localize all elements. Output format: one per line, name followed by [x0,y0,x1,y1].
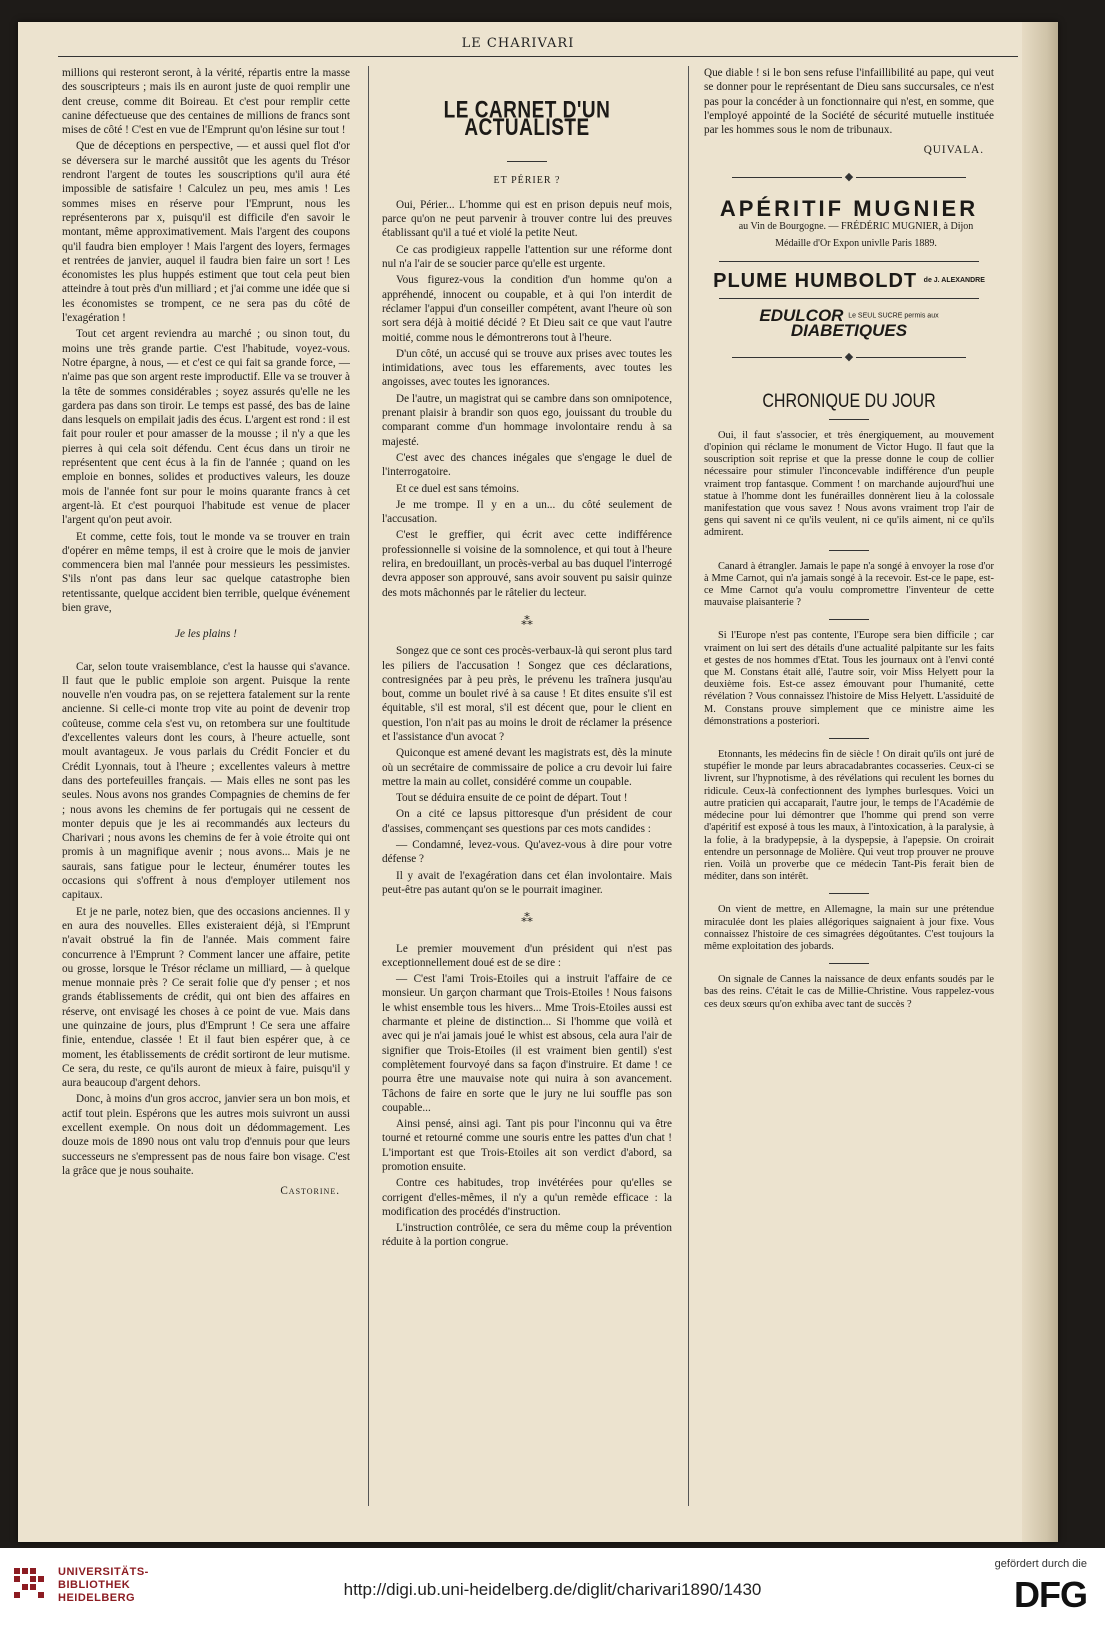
col2-paragraph: L'instruction contrôlée, ce sera du même coup la prévention réduite à la portion congrue. [382,1222,672,1249]
asterism: ⁂ [521,911,533,926]
ad-edulcor-name: EDULCOR [759,306,844,326]
col3-signature: QUIVALA. [923,144,984,157]
col2-paragraph: Ce cas prodigieux rappelle l'attention sur une réforme dont nul n'a l'air de se soucier parce qu'elle est urgente. [382,243,672,271]
column-divider [368,66,369,1506]
chronique-item: Canard à étrangler. Jamais le pape n'a songé à envoyer la rose d'or à Mme Carnot, qui n'a jamais songé à la recevoir. Est-ce le pape, est-ce Mme Carnot qu'a voulu compromettre l'inventeur de cette mauvaise plaisanterie ? [704,560,994,609]
short-rule [829,550,869,551]
col1-paragraph: Tout cet argent reviendra au marché ; ou sinon tout, du moins une très grande partie. C'est l'habitude, voyez-vous. Notre épargne, à nous, — et c'est ce qui fait sa grande force, — n'aime pas que son argent reste improductif. Elle va se trouver à la tête de sommes considérables ; soyez assurés qu'elle ne les gardera pas dans son tiroir. Le temps est passé, des bas de laine dans lesquels on empilait jadis des écus. L'argent est rond : il est fait pour rouler et pour amasser de la mousse ; il n'y a que les pierres à qui cela soit défendu. Cent écus dans un tiroir ne représentent que cent écus à la fin de l'année ; quand on les emploie en bonnes, solides et productives valeurs, les douze mois de l'année font sur pour le moins quarante francs à cet argent-là. Et c'est pourquoi l'habitude est venue de placer l'argent qu'on peut avoir. [62,328,350,527]
column-1 [62,66,350,1506]
ad-rule [719,261,979,262]
ornament-rule: ◆ [704,350,994,364]
col2-paragraph: Oui, Périer... L'homme qui est en prison depuis neuf mois, parce qu'on ne peut parvenir à trouver contre lui des preuves établissant qu'il a tué et violé la petite Neut. [382,198,672,240]
ad-edulcor [704,306,994,340]
col1-signature: Castorine. [280,1185,340,1198]
col2-paragraph: On a cité ce lapsus pittoresque d'un président de cour d'assises, commençant ses questions par ces mots candides : [382,808,672,835]
col2-paragraph: Je me trompe. Il y en a un... du côté seulement de l'accusation. [382,498,672,526]
col1-paragraph: Et comme, cette fois, tout le monde va se trouver en train d'opérer en même temps, il est à croire que le mois de janvier commencera bien mal l'année pour messieurs les pessimistes. S'ils n'ont pas dans leur sac quelque catastrophe bien retentissante, quelque accident bien terrible, quelque événement bien grave, [62,530,350,614]
col2-paragraph: — C'est l'ami Trois-Etoiles qui a instruit l'affaire de ce monsieur. Un garçon charmant que Trois-Etoiles ! Nous faisons le whist ensemble tous les hivers... Mme Trois-Etoiles aussi est charmante et pleine de distinction... Si l'homme que voilà et avec qui je n'ai jamais joué le whist est absous, cela aura l'air de signifier que Trois-Etoiles (il est vraiment bien gentil) s'est complètement fourvoyé dans sa façon d'instruire. Et dame ! ce pourra être une mauvaise note qui nuira à son avancement. Tâchons de faire en sorte que le jury ne lui souffle pas son coupable... [382,973,672,1114]
col1-paragraph: Donc, à moins d'un gros accroc, janvier sera un bon mois, et actif tout plein. Espérons que les autres mois suivront un aussi excellent exemple. On nous doit un dédommagement. Les douze mois de 1890 nous ont valu trop d'ennuis pour que leurs successeurs ne s'empressent pas de nous faire bon visage. C'est la grâce que je nous souhaite. [62,1093,350,1177]
chronique-item: On signale de Cannes la naissance de deux enfants soudés par le bas des reins. C'était le cas de Millie-Christine. Vous rappelez-vous ces deux sœurs qu'on exhiba avec tant de succès ? [704,974,994,1010]
short-rule [829,963,869,964]
col2-paragraph: Il y avait de l'exagération dans cet élan involontaire. Mais peut-être pas autant qu'on se le pourrait imaginer. [382,869,672,896]
section-heading: ET PÉRIER ? [493,174,561,186]
col2-paragraph: Contre ces habitudes, trop invétérées pour qu'elles se corrigent d'elles-mêmes, il n'y a qu'un remède efficace : la modification des procédés d'instruction. [382,1177,672,1218]
col3-paragraph: Que diable ! si le bon sens refuse l'infaillibilité au pape, qui veut se donner pour le représentant de Dieu sans succursales, ce n'est pas pour la concéder à un fonctionnaire qui n'est, en somme, que l'employé appointé de la Société de sécurité mutuelle instituée par les hommes sous le nom de tribunaux. [704,67,994,137]
ad-edulcor-diabetiques: DIABETIQUES [790,320,908,340]
dfg-logo[interactable]: DFG [1014,1574,1087,1615]
column-3 [704,66,994,1506]
ad-plume-maker: de J. ALEXANDRE [923,276,985,284]
viewer-footer [0,1548,1105,1628]
chronique-title: CHRONIQUE DU JOUR [762,390,936,412]
short-rule [829,738,869,739]
chronique-item: Oui, il faut s'associer, et très énergiquement, au mouvement d'opinion qui réclame le monument de Victor Hugo. Il faut que la souscription soit reprise et que la presse donne le coup de collier nécessaire pour stimuler l'inconcevable indifférence d'un peuple vraiment trop fantasque. Comment ! on marchande aujourd'hui une statue à l'homme dont les funérailles donnèrent lieu à la colossale manifestation que vous savez ! Nous avons vraiment trop l'air de gens qui savent ni ce qu'ils veulent, ni ce qu'ils aiment, ni ce qu'ils admirent. [704,429,994,539]
col2-paragraph: D'un côté, un accusé qui se trouve aux prises avec toutes les intimidations, avec tous les effarements, avec toutes les angoisses, avec toutes les ignorances. [382,347,672,389]
library-line: UNIVERSITÄTS- [58,1566,149,1578]
chronique-item: Si l'Europe n'est pas contente, l'Europe sera bien difficile ; car vraiment on lui sert des détails d'une actualité palpitante sur les faits et gestes de nos hommes d'Etat. Tous les journaux ont à l'envi conté que M. Constans était allé, l'autre soir, voir Miss Helyett pour la deuxième fois. Est-ce assez émouvant pour l'humanité, cette révélation ? Vous connaissez l'histoire de Miss Helyett. L'assiduité de M. Constans prouve simplement que ce ministre aime les démonstrations a posteriori. [704,630,994,727]
short-rule [829,893,869,894]
library-line: BIBLIOTHEK [58,1579,131,1591]
page-edge [1022,22,1058,1542]
col2-paragraph: Et ce duel est sans témoins. [396,482,520,495]
ad-aperitif-title: APÉRITIF MUGNIER [719,196,979,222]
column-divider [688,66,689,1506]
article-title: LE CARNET D'UN ACTUALISTE [443,97,611,142]
col2-paragraph: Vous figurez-vous la condition d'un homme qu'on a appréhendé, innocent ou coupable, et à qui l'on interdit de réclamer l'appui d'un conseiller compétent, avant l'heure où son sort sera déjà à moitié décidé ? Et Dieu sait ce que vaut l'autre moitié, comme nous le démontrerons tout à l'heure. [382,274,672,344]
col2-paragraph: C'est le greffier, qui écrit avec cette indifférence professionnelle si voisine de la somnolence, et qui tout à l'heure relira, en bredouillant, un procès-verbal au bas duquel l'interrogé devra apposer son approuvé, sans avoir souvent pu saisir quinze des mots mâchonnés par le râtelier du lecteur. [382,529,672,599]
ad-plume-name: PLUME HUMBOLDT [713,269,918,292]
chronique-items [704,430,994,1011]
short-rule [829,619,869,620]
header-rule [58,56,1018,57]
col2-paragraph: Songez que ce sont ces procès-verbaux-là qui seront plus tard les piliers de l'accusation ! Songez que ces déclarations, contresignées par à peu près, le prévenu les traînera jusqu'au bout, comme un boulet rivé à sa cause ! Et dites ensuite s'il est équitable, s'il est moral, s'il est décent que, pour le client en question, l'on n'ait pas au moins le droit de réclamer la présence et l'assistance d'un avocat ? [382,645,672,743]
ad-rule [719,298,979,299]
newspaper-page [18,22,1058,1542]
col2-paragraph: Ainsi pensé, ainsi agi. Tant pis pour l'inconnu qui va être tourné et retourné comme une souris entre les pattes d'un chat ! L'important est que Trois-Etoiles ait son verdict d'abord, sa promotion ensuite. [382,1118,672,1173]
ad-edulcor-note: Le SEUL SUCRE permis aux [848,312,939,320]
col1-paragraph: millions qui resteront seront, à la vérité, répartis entre la masse des souscripteurs ; mais ils en auront juste de quoi remplir une dent creuse, comme dit Boireau. Et c'est pour remplir cette canine défectueuse que des centaines de millions de francs sont mises de côté ! C'est en vue de l'Emprunt qu'on lésine sur tout ! [62,67,350,137]
col2-paragraph: C'est avec des chances inégales que s'engage le duel de l'interrogatoire. [382,451,672,479]
asterism: ⁂ [521,613,533,628]
ornament-rule: ◆ [704,170,994,184]
funding-note: gefördert durch die [994,1558,1087,1570]
col1-subtitle: Je les plains ! [175,628,237,641]
short-rule [507,161,547,162]
col1-paragraph: Car, selon toute vraisemblance, c'est la hausse qui s'avance. Il faut que le public emploie son argent. Puisque la rente nouvelle n'en voudra pas, on se rejettera fatalement sur la rente ancienne. Si celle-ci monte trop vite au point de devenir trop coûteuse, comme cela s'est vu, on retombera sur une foultitude d'excellentes valeurs dont les cours, à l'heure actuelle, sont moult avantageux. Je vous parlais du Crédit Foncier et du Crédit Lyonnais, tout à l'heure ; excellentes valeurs à mettre dans des portefeuilles français. — Mais elles ne sont pas les seules. Nous avons nos grandes Compagnies de chemins de fer ; nous avons les chemins de fer portugais qui ne cessent de monter depuis que je les ai recommandés aux lecteurs du Charivari ; nous avons les chemins de fer à voie étroite qui ont promis à un magnifique avenir ; nous avons... Mais je ne saurais, sans fatigue pour le lecteur, énumérer toutes les occasions qui s'offrent à nous d'employer utilement nos capitaux. [62,660,350,902]
col2-paragraph: De l'autre, un magistrat qui se cambre dans son omnipotence, prenant plaisir à brandir son quos ego, jouissant du trouble du comparant comme d'un hommage involontaire rendu à sa majesté. [382,392,672,448]
ad-aperitif-medal: Médaille d'Or Expon univlle Paris 1889. [775,237,937,249]
chronique-item: On vient de mettre, en Allemagne, la main sur une prétendue miraculée dont les plaies allégoriques saignaient à jour fixe. Vous connaissez l'histoire de ces simagrées dégoûtantes. C'est toujours la même exploitation des jobards. [704,904,994,952]
col2-paragraph: Tout se déduira ensuite de ce point de départ. Tout ! [396,792,628,805]
chronique-item: Etonnants, les médecins fin de siècle ! On dirait qu'ils ont juré de stupéfier le monde par leurs abracadabrantes cocasseries. Ceux-ci se livrent, sur l'hypnotisme, à des révélations qui reculent les bornes du ridicule. Ceux-là confectionnent des lymphes burlesques. Voici un autre praticien qui accaparait, l'autre jour, le temps de l'Académie de médecine pour lui démontrer que l'homme qui prend son verre d'apéritif est exposé à tous les maux, à l'intoxication, à la paralysie, à la folie, à la bradypepsie, à la dyspepsie, à l'apepsie. On croirait entendre un personnage de Molière. Qui veut trop prouver ne prouve rien. Voilà un proverbe que ce médecin Tant-Pis ferait bien de méditer, dans son intérêt. [704,749,994,883]
col2-paragraph: Quiconque est amené devant les magistrats est, dès la minute où un secrétaire de commissaire de police a cru devoir lui faire mettre la main au collet, considéré comme un coupable. [382,747,672,788]
column-2 [382,66,672,1506]
library-line: HEIDELBERG [58,1592,136,1604]
permalink-url[interactable]: http://digi.ub.uni-heidelberg.de/diglit/charivari1890/1430 [343,1580,762,1599]
short-rule [829,419,869,420]
ad-aperitif-line: au Vin de Bourgogne. — FRÉDÉRIC MUGNIER, à Dijon [738,221,974,233]
ad-plume [704,269,994,292]
col2-paragraph: — Condamné, levez-vous. Qu'avez-vous à dire pour votre défense ? [382,839,672,866]
col1-paragraph: Et je ne parle, notez bien, que des occasions anciennes. Il y en aura des nouvelles. Elles existeraient déjà, si l'Emprunt n'avait obstrué la fin de l'année. Mais comment faire concurrence à l'Emprunt ? Comment lancer une affaire, petite ou grosse, lorsque le Trésor réclame un milliard, — à quelque menue monnaie près ? Ce serait folie que d'y penser ; et nos grands établissements de crédit, qui ont bien des affaires en réserve, ont envisagé les choses à ce point de vue. Mais dans une quinzaine de jours, plus d'Emprunt ! Ce sera une affaire finie, entendue, classée ! Et il faut bien espérer que, à ce moment, les établissements de crédit sortiront de leur mutisme. Ce sera, du reste, ce qu'ils auront de mieux à faire, puisqu'il y aura beaucoup d'argent dehors. [62,905,350,1090]
col1-paragraph: Que de déceptions en perspective, — et aussi quel flot d'or se déversera sur le marché aussitôt que les agents du Trésor rendront l'argent de toutes les souscriptions qu'il aura été impossible de satisfaire ! Calculez un peu, mes amis ! Les sommes mises en réserve pour l'Emprunt, nous les représenterons par x, puisqu'il est difficile d'en savoir le montant, même approximativement. Mais l'argent des coupons qu'il faudra bien employer ! Mais l'argent des loyers, fermages et rentrées de janvier, auquel il faudra bien faire un sort ! Les économistes les plus huppés estiment que tout cela peut bien atteindre à tout près d'un milliard ; et j'ai comme une idée que si les économistes se trompent, ce ne sera pas du côté de l'exagération ! [62,140,350,325]
running-head: LE CHARIVARI [461,36,575,51]
col2-paragraph: Le premier mouvement d'un président qui n'est pas exceptionnellement doué est de se dire : [382,942,672,969]
